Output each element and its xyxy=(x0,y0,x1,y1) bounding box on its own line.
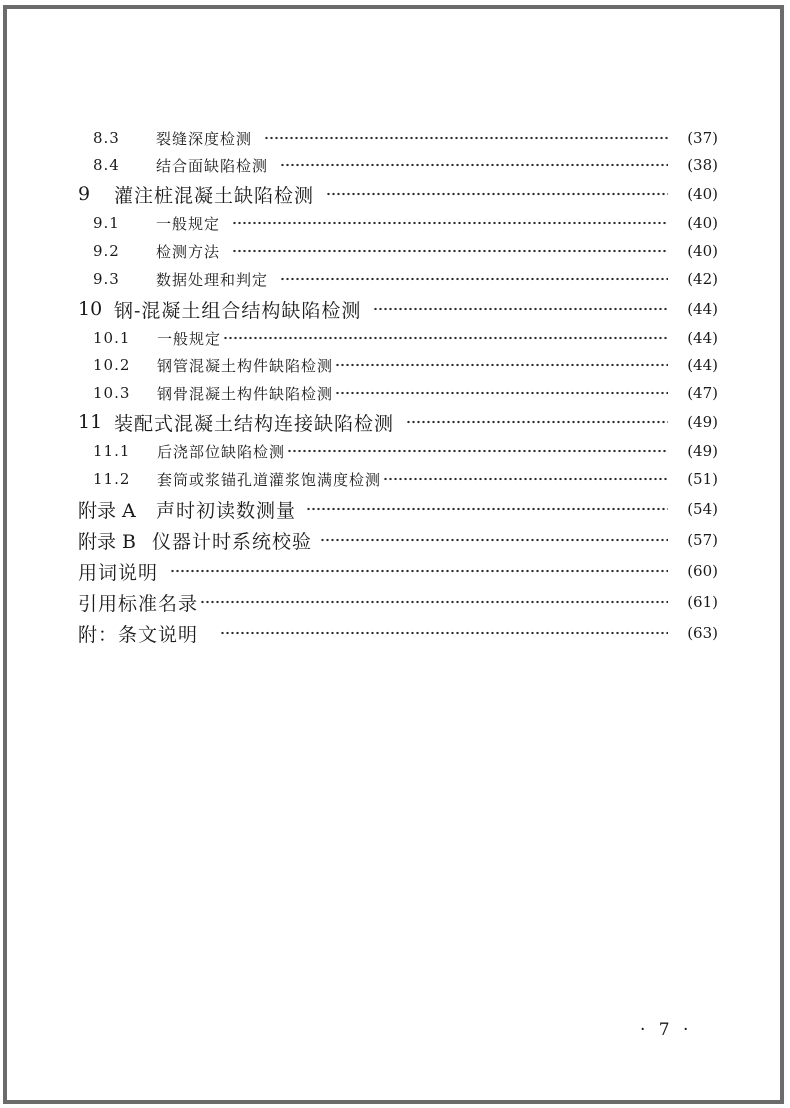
appendix-label: 附录 A xyxy=(78,499,136,522)
page-ref: (44) xyxy=(687,329,718,347)
chapter-title: 钢-混凝土组合结构缺陷检测 xyxy=(114,299,362,322)
page-ref: (49) xyxy=(687,413,718,431)
page-ref: (44) xyxy=(687,300,718,318)
leader-dots xyxy=(264,131,668,145)
leader-dots xyxy=(326,187,668,201)
toc-entry-appendix-b[interactable] xyxy=(0,526,790,554)
section-number: 10.1 xyxy=(93,329,131,347)
toc-entry-10-2[interactable] xyxy=(0,351,790,379)
section-title: 后浇部位缺陷检测 xyxy=(157,442,286,461)
page-ref: (49) xyxy=(687,442,718,460)
section-number: 11.2 xyxy=(93,470,131,488)
section-number: 9.1 xyxy=(93,214,120,232)
section-title: 引用标准名录 xyxy=(78,592,199,615)
toc-entry-chapter-9[interactable] xyxy=(0,180,790,208)
chapter-number: 10 xyxy=(78,298,103,320)
page-ref: (54) xyxy=(687,500,718,518)
section-number: 8.4 xyxy=(93,156,120,174)
section-number: 10.2 xyxy=(93,356,131,374)
chapter-number: 11 xyxy=(78,411,103,433)
leader-dots xyxy=(335,358,668,372)
leader-dots xyxy=(373,302,668,316)
page-ref: (37) xyxy=(687,129,718,147)
section-title: 用词说明 xyxy=(78,561,159,584)
toc-entry-10-1[interactable] xyxy=(0,324,790,352)
section-title: 数据处理和判定 xyxy=(156,270,269,289)
section-title: 钢骨混凝土构件缺陷检测 xyxy=(157,384,334,403)
chapter-title: 装配式混凝土结构连接缺陷检测 xyxy=(114,412,395,435)
toc-entry-11-2[interactable] xyxy=(0,465,790,493)
leader-dots xyxy=(232,216,668,230)
section-number: 9.2 xyxy=(93,242,120,260)
toc-entry-explanation[interactable] xyxy=(0,619,790,647)
page-ref: (63) xyxy=(687,624,718,642)
page-ref: (51) xyxy=(687,470,718,488)
toc-entry-appendix-a[interactable] xyxy=(0,495,790,523)
section-number: 11.1 xyxy=(93,442,131,460)
section-number: 10.3 xyxy=(93,384,131,402)
chapter-title: 灌注桩混凝土缺陷检测 xyxy=(114,184,315,207)
leader-dots xyxy=(320,533,668,547)
toc-entry-terms[interactable] xyxy=(0,557,790,585)
leader-dots xyxy=(280,158,668,172)
leader-dots xyxy=(223,331,668,345)
toc-entry-chapter-11[interactable] xyxy=(0,408,790,436)
page-ref: (40) xyxy=(687,242,718,260)
section-title: 套筒或浆锚孔道灌浆饱满度检测 xyxy=(157,470,382,489)
appendix-title: 声时初读数测量 xyxy=(156,499,297,522)
leader-dots xyxy=(170,564,668,578)
leader-dots xyxy=(200,595,668,609)
toc-entry-9-3[interactable] xyxy=(0,265,790,293)
page-ref: (61) xyxy=(687,593,718,611)
leader-dots xyxy=(220,626,668,640)
toc-entry-chapter-10[interactable] xyxy=(0,295,790,323)
leader-dots xyxy=(383,472,668,486)
toc-entry-8-4[interactable] xyxy=(0,151,790,179)
toc-entry-10-3[interactable] xyxy=(0,379,790,407)
leader-dots xyxy=(280,272,668,286)
page-ref: (40) xyxy=(687,214,718,232)
section-number: 9.3 xyxy=(93,270,120,288)
page-number: · 7 · xyxy=(640,1020,693,1040)
section-title: 检测方法 xyxy=(156,242,221,261)
leader-dots xyxy=(232,244,668,258)
section-title: 钢管混凝土构件缺陷检测 xyxy=(157,356,334,375)
page-ref: (60) xyxy=(687,562,718,580)
toc-entry-11-1[interactable] xyxy=(0,437,790,465)
toc-entry-9-1[interactable] xyxy=(0,209,790,237)
section-title: 一般规定 xyxy=(156,214,221,233)
chapter-number: 9 xyxy=(78,183,91,205)
toc-entry-9-2[interactable] xyxy=(0,237,790,265)
leader-dots xyxy=(406,415,668,429)
appendix-label: 附录 B xyxy=(78,530,137,553)
section-title: 裂缝深度检测 xyxy=(156,129,253,148)
page-ref: (57) xyxy=(687,531,718,549)
appendix-title: 仪器计时系统校验 xyxy=(152,530,313,553)
leader-dots xyxy=(306,502,668,516)
page-ref: (47) xyxy=(687,384,718,402)
page-ref: (42) xyxy=(687,270,718,288)
page-ref: (44) xyxy=(687,356,718,374)
leader-dots xyxy=(287,444,668,458)
section-number: 8.3 xyxy=(93,129,120,147)
page-ref: (38) xyxy=(687,156,718,174)
section-title: 附：条文说明 xyxy=(78,623,199,646)
toc-entry-8-3[interactable] xyxy=(0,124,790,152)
section-title: 结合面缺陷检测 xyxy=(156,156,269,175)
toc-entry-standards-list[interactable] xyxy=(0,588,790,616)
page-ref: (40) xyxy=(687,185,718,203)
section-title: 一般规定 xyxy=(157,329,222,348)
leader-dots xyxy=(335,386,668,400)
